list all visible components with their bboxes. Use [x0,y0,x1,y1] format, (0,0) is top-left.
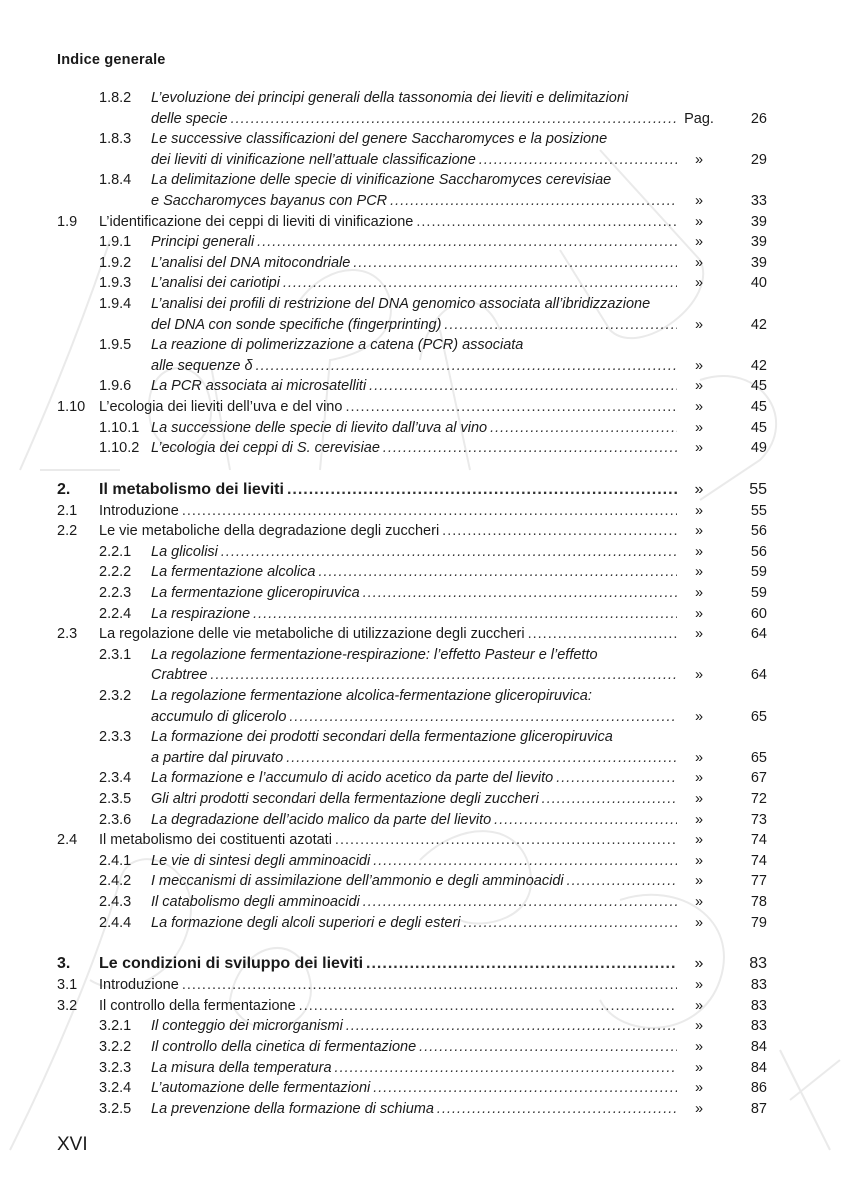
toc-entry-number: 2.3.1 [99,646,132,663]
toc-page-prefix: » [694,852,704,869]
toc-entry [57,562,767,583]
toc-page-prefix: » [694,749,704,766]
toc-entry-title: La regolazione fermentazione alcolica-fermentazione gliceropiruvica: [151,688,592,705]
toc-page-number: 45 [750,378,767,395]
toc-page-number: 56 [750,543,767,560]
toc-entry-number: 3.2.3 [99,1059,132,1076]
table-of-contents [57,88,767,1119]
toc-entry-title: alle sequenze δ [151,357,253,374]
dot-leader [287,479,677,501]
dot-leader [345,397,677,418]
toc-entry-title: La misura della temperatura [151,1059,332,1076]
toc-page-number: 42 [750,316,767,333]
toc-entry-title: La formazione dei prodotti secondari della fermentazione gliceropiruvica [151,729,613,746]
toc-entry-number: 2.3 [57,626,78,643]
toc-entry-title: L’analisi del DNA mitocondriale [151,254,351,271]
toc-page-number: 55 [750,502,767,519]
toc-entry-number: 1.8.4 [99,172,132,189]
dot-leader [353,253,677,274]
dot-leader [363,892,677,913]
toc-entry-title: I meccanismi di assimilazione dell’ammonio e degli amminoacidi [151,873,564,890]
toc-page-number: 74 [750,832,767,849]
toc-entry-number: 2.1 [57,502,78,519]
toc-page-number: 64 [750,667,767,684]
toc-page-prefix: » [694,502,704,519]
toc-entry [57,604,767,625]
toc-page-number: 26 [750,110,767,127]
toc-page-prefix: » [694,213,704,230]
dot-leader [346,1016,677,1037]
toc-entry [57,479,767,501]
toc-entry-title: a partire dal piruvato [151,749,284,766]
toc-page-number: 39 [750,213,767,230]
toc-entry [57,376,767,397]
toc-entry-title: dei lieviti di vinificazione nell’attuale classificazione [151,151,476,168]
dot-leader [444,315,677,336]
toc-page-prefix: » [694,357,704,374]
toc-page-number: 74 [750,852,767,869]
dot-leader [363,583,677,604]
dot-leader [528,624,677,645]
toc-entry-number: 1.9.5 [99,337,132,354]
toc-entry-number: 2.3.5 [99,791,132,807]
dot-leader [253,604,677,625]
toc-entry [57,212,767,233]
toc-entry [57,253,767,274]
toc-entry [57,996,767,1017]
toc-page-prefix: » [694,791,704,807]
toc-entry-number: 2.2 [57,523,78,540]
toc-entry [57,129,767,170]
toc-entry [57,1016,767,1037]
toc-page-number: 65 [750,749,767,766]
toc-page-number: 59 [750,585,767,602]
toc-entry-title: L’analisi dei profili di restrizione del DNA genomico associata all’ibridizzazione [151,295,651,312]
toc-entry-title: L’identificazione dei ceppi di lieviti di vinificazione [99,213,414,230]
toc-entry [57,624,767,645]
toc-entry [57,418,767,439]
toc-page-prefix: » [694,1038,704,1055]
toc-entry-number: 2.3.6 [99,811,132,828]
dot-leader [289,707,677,728]
toc-page-prefix: » [694,893,704,910]
toc-page-number: 84 [750,1059,767,1076]
toc-entry [57,686,767,727]
toc-entry-title: e Saccharomyces bayanus con PCR [151,192,388,209]
dot-leader [494,810,677,831]
toc-entry-title: La formazione e l’accumulo di acido acetico da parte del lievito [151,770,554,787]
toc-entry-title: Introduzione [99,977,179,994]
toc-entry-title: La delimitazione delle specie di vinificazione Saccharomyces cerevisiae [151,172,612,189]
toc-entry-number: 2.4.4 [99,914,132,931]
toc-entry [57,830,767,851]
dot-leader [567,871,677,892]
toc-page-number: 33 [750,192,767,209]
toc-entry-number: 2.2.2 [99,564,132,581]
toc-entry-number: 2.2.3 [99,585,132,602]
dot-leader [286,748,677,769]
dot-leader [369,376,677,397]
toc-page-prefix: » [694,873,704,890]
toc-entry-number: 2.3.2 [99,688,132,705]
toc-page-prefix: » [694,316,704,333]
toc-entry-number: 3.1 [57,977,78,994]
toc-entry-title: Introduzione [99,502,179,519]
toc-page-prefix: » [694,1100,704,1117]
toc-page-number: 83 [750,977,767,994]
toc-entry-title: La glicolisi [151,543,218,560]
dot-leader [390,191,677,212]
dot-leader [437,1099,677,1120]
dot-leader [366,953,677,975]
toc-page-number: 83 [750,1018,767,1035]
toc-entry-title: L’automazione delle fermentazioni [151,1080,371,1097]
toc-page-prefix: » [694,192,704,209]
toc-page-prefix: » [694,1018,704,1035]
dot-leader [479,150,677,171]
toc-page-number: 86 [750,1080,767,1097]
toc-page-number: 29 [750,151,767,168]
toc-page-number: 45 [750,398,767,415]
toc-page-prefix: » [694,275,704,292]
dot-leader [464,913,678,934]
dot-leader [210,665,677,686]
toc-entry-title: Il controllo della cinetica di fermentazione [151,1038,417,1055]
toc-page-number: 65 [750,708,767,725]
dot-leader [318,562,677,583]
toc-entry-number: 1.9.6 [99,378,132,395]
toc-page-number: 42 [750,357,767,374]
dot-leader [542,789,677,810]
dot-leader [182,975,677,996]
toc-entry-title: Il conteggio dei microrganismi [151,1018,343,1035]
toc-entry-title: La PCR associata ai microsatelliti [151,378,367,395]
toc-entry [57,273,767,294]
toc-page-prefix: » [694,585,704,602]
toc-page-prefix: » [694,811,704,828]
toc-entry-title: La successione delle specie di lievito dall’uva al vino [151,419,488,436]
toc-entry-title: La regolazione delle vie metaboliche di utilizzazione degli zuccheri [99,626,525,643]
toc-entry-number: 2.4.1 [99,852,132,869]
toc-entry [57,542,767,563]
toc-entry-number: 1.8.2 [99,90,132,106]
toc-entry-title: Il metabolismo dei costituenti azotati [99,832,332,849]
toc-entry-number: 2.3.4 [99,770,132,787]
toc-entry-number: 2.2.1 [99,543,132,560]
toc-entry-title: accumulo di glicerolo [151,708,287,725]
dot-leader [373,851,677,872]
toc-entry-number: 1.10 [57,398,86,415]
toc-entry-title: del DNA con sonde specifiche (fingerprinting) [151,316,442,333]
toc-entry-title: Il metabolismo dei lieviti [99,480,284,498]
toc-entry-number: 1.9.1 [99,234,132,251]
toc-page-prefix: » [694,914,704,931]
toc-page-number: 55 [749,480,767,498]
toc-page-number: 56 [750,523,767,540]
toc-page-number: 39 [750,254,767,271]
toc-page-prefix: » [694,151,704,168]
dot-leader [256,356,677,377]
toc-page-prefix: » [694,1080,704,1097]
toc-page-prefix: » [694,955,704,973]
toc-entry [57,810,767,831]
toc-entry [57,789,767,810]
dot-leader [182,501,677,522]
toc-page-prefix: » [694,708,704,725]
toc-page-prefix: » [694,667,704,684]
dot-leader [231,109,677,130]
toc-entry-number: 2.3.3 [99,729,132,746]
toc-entry [57,851,767,872]
toc-entry-title: Crabtree [151,667,208,684]
toc-entry-title: L’ecologia dei lieviti dell’uva e del vino [99,398,343,415]
toc-entry-number: 3.2.1 [99,1018,132,1035]
toc-page-number: 83 [749,955,767,973]
toc-page-prefix: » [694,605,704,622]
toc-entry-title: L’ecologia dei ceppi di S. cerevisiae [151,440,380,457]
toc-page-number: 84 [750,1038,767,1055]
toc-page-number: 64 [750,626,767,643]
dot-leader [257,232,677,253]
toc-page-number: 78 [750,893,767,910]
dot-leader [556,768,677,789]
page-number-folio: XVI [57,1134,88,1155]
toc-entry [57,892,767,913]
toc-entry-title: Il catabolismo degli amminoacidi [151,893,360,910]
dot-leader [490,418,677,439]
toc-entry [57,232,767,253]
toc-page-number: 83 [750,997,767,1014]
toc-page-prefix: » [694,770,704,787]
toc-entry [57,521,767,542]
toc-page-prefix: » [694,564,704,581]
toc-entry-title: Le vie metaboliche della degradazione degli zuccheri [99,523,440,540]
toc-entry [57,88,767,129]
toc-page-prefix: » [694,234,704,251]
toc-entry [57,953,767,975]
toc-entry [57,1058,767,1079]
toc-page-prefix: » [694,254,704,271]
toc-entry [57,768,767,789]
toc-page-number: 39 [750,234,767,251]
toc-page-prefix: » [694,997,704,1014]
toc-entry-title: La prevenzione della formazione di schiuma [151,1100,434,1117]
toc-entry-title: La fermentazione alcolica [151,564,316,581]
toc-page-prefix: » [694,977,704,994]
toc-entry-number: 1.10.2 [99,440,140,457]
toc-page-prefix: » [694,543,704,560]
toc-page-number: 67 [750,770,767,787]
toc-page-prefix: » [694,523,704,540]
toc-entry-number: 2.4 [57,832,78,849]
toc-page-number: 45 [750,419,767,436]
toc-entry-title: delle specie [151,110,228,127]
toc-page-number: 59 [750,564,767,581]
dot-leader [442,521,677,542]
toc-entry [57,871,767,892]
toc-entry-title: L’analisi dei cariotipi [151,275,280,292]
toc-entry [57,335,767,376]
toc-entry [57,1099,767,1120]
toc-entry-number: 1.8.3 [99,131,132,148]
toc-entry [57,645,767,686]
dot-leader [335,830,677,851]
toc-entry-title: La fermentazione gliceropiruvica [151,585,360,602]
toc-page-number: 40 [750,275,767,292]
toc-page-prefix: » [694,480,704,498]
toc-entry-number: 2. [57,480,71,498]
toc-entry-number: 1.9.4 [99,295,132,312]
toc-page-number: 77 [750,873,767,890]
toc-entry-number: 2.2.4 [99,605,132,622]
toc-entry [57,438,767,459]
dot-leader [283,273,677,294]
dot-leader [419,1037,677,1058]
toc-page-prefix: » [694,832,704,849]
toc-entry-number: 1.9 [57,213,78,230]
dot-leader [416,212,677,233]
toc-entry-title: Il controllo della fermentazione [99,997,296,1014]
toc-entry-number: 3.2.5 [99,1100,132,1117]
toc-page-prefix: » [694,378,704,395]
toc-page-number: 73 [750,811,767,828]
running-head: Indice generale [57,52,166,68]
toc-page-prefix: » [694,419,704,436]
toc-entry [57,294,767,335]
toc-entry-title: Le condizioni di sviluppo dei lieviti [99,955,364,973]
toc-entry-number: 1.9.3 [99,275,132,292]
toc-page-prefix: » [694,626,704,643]
toc-entry-title: Le successive classificazioni del genere Saccharomyces e la posizione [151,131,608,148]
toc-entry-title: La reazione di polimerizzazione a catena (PCR) associata [151,337,524,354]
dot-leader [335,1058,677,1079]
toc-entry-title: La respirazione [151,605,251,622]
toc-entry [57,913,767,934]
toc-entry-number: 3.2.4 [99,1080,132,1097]
toc-entry-number: 2.4.3 [99,893,132,910]
toc-entry-number: 3.2 [57,997,78,1014]
toc-entry-title: Le vie di sintesi degli amminoacidi [151,852,371,869]
toc-page-prefix: Pag. [684,110,714,127]
toc-page-number: 49 [750,440,767,457]
dot-leader [221,542,677,563]
dot-leader [299,996,677,1017]
toc-entry [57,170,767,211]
toc-entry [57,1078,767,1099]
toc-entry [57,975,767,996]
toc-entry-number: 3. [57,955,71,973]
toc-entry-title: La formazione degli alcoli superiori e degli esteri [151,914,461,931]
toc-page-number: 72 [750,791,767,807]
toc-page-prefix: » [694,440,704,457]
dot-leader [373,1078,677,1099]
toc-page-number: 79 [750,914,767,931]
toc-entry-number: 1.10.1 [99,419,140,436]
toc-entry-title: Principi generali [151,234,255,251]
toc-entry-title: L’evoluzione dei principi generali della tassonomia dei lieviti e delimitazioni [151,90,629,106]
toc-page-prefix: » [694,1059,704,1076]
toc-entry [57,397,767,418]
toc-entry-title: La regolazione fermentazione-respirazione: l’effetto Pasteur e l’effetto [151,646,598,663]
toc-entry [57,727,767,768]
toc-entry [57,501,767,522]
toc-entry [57,1037,767,1058]
toc-entry-title: Gli altri prodotti secondari della fermentazione degli zuccheri [151,791,539,807]
toc-entry-title: La degradazione dell’acido malico da parte del lievito [151,811,492,828]
toc-entry [57,583,767,604]
toc-entry-number: 3.2.2 [99,1038,132,1055]
toc-page-number: 60 [750,605,767,622]
toc-entry-number: 1.9.2 [99,254,132,271]
toc-entry-number: 2.4.2 [99,873,132,890]
toc-page-number: 87 [750,1100,767,1117]
toc-page-prefix: » [694,398,704,415]
dot-leader [383,438,677,459]
